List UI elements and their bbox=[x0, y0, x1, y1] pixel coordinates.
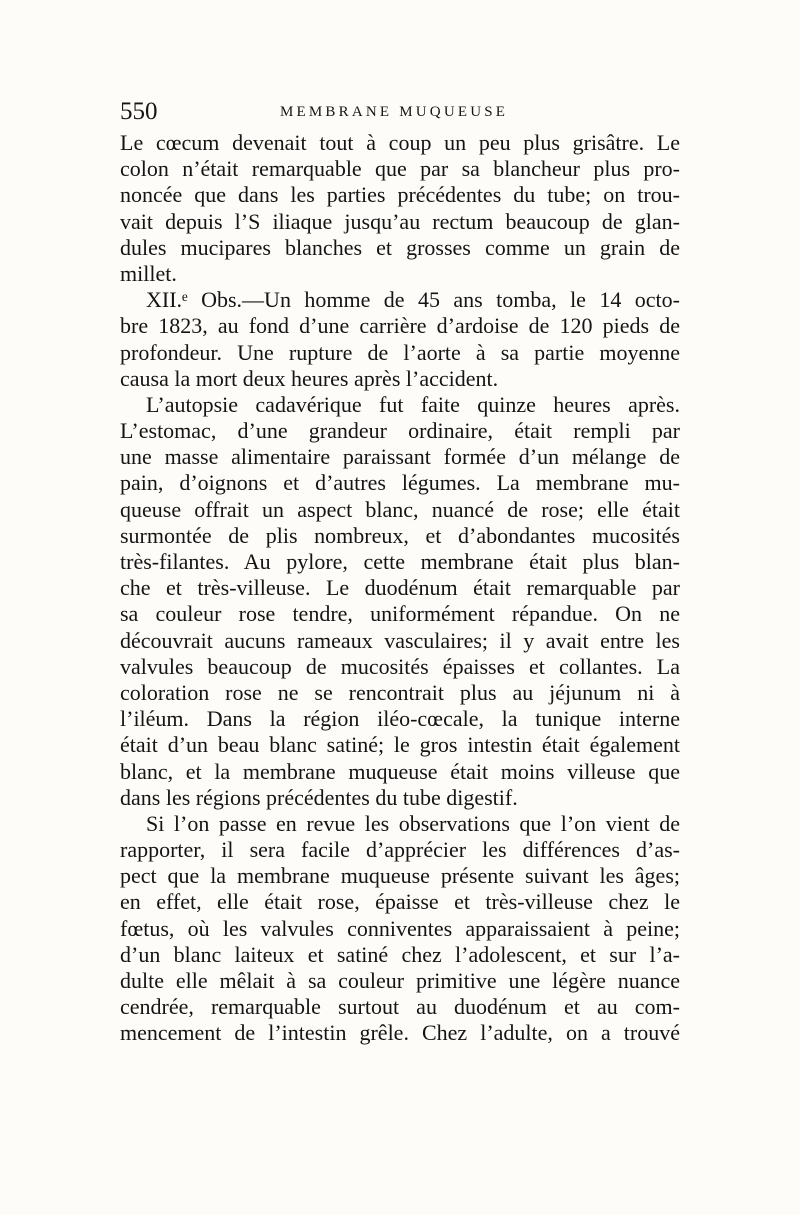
text-line: Si l’on passe en revue les observations que l’on vient de bbox=[146, 810, 680, 836]
text-line: dulte elle mêlait à sa couleur primitive une légère nuance bbox=[120, 968, 680, 993]
text-line: dules mucipares blanches et grosses comme un grain de bbox=[120, 234, 680, 260]
text-line: blanc, et la membrane muqueuse était moins villeuse que bbox=[120, 758, 680, 784]
text-line: découvrait aucuns rameaux vasculaires; il y avait entre les bbox=[120, 627, 680, 653]
text-line: colon n’était remarquable que par sa blancheur plus pro- bbox=[120, 156, 680, 182]
text-line: l’iléum. Dans la région iléo-cœcale, la tunique interne bbox=[120, 706, 680, 732]
text-line: dans les régions précédentes du tube digestif. bbox=[120, 784, 518, 810]
running-head bbox=[120, 95, 680, 129]
text-line: rapporter, il sera facile d’apprécier les différences d’as- bbox=[120, 837, 680, 863]
text-line: cendrée, remarquable surtout au duodénum et au com- bbox=[120, 994, 680, 1020]
body-text bbox=[120, 130, 680, 1047]
text-line: en effet, elle était rose, épaisse et très-villeuse chez le bbox=[120, 889, 680, 915]
text-line: bre 1823, au fond d’une carrière d’ardoise de 120 pieds de bbox=[120, 313, 680, 339]
text-line: valvules beaucoup de mucosités épaisses et collantes. La bbox=[120, 653, 680, 679]
text-line: noncée que dans les parties précédentes du tube; on trou- bbox=[120, 182, 680, 208]
text-line: coloration rose ne se rencontrait plus au jéjunum ni à bbox=[120, 679, 680, 705]
text-line: surmontée de plis nombreux, et d’abondantes mucosités bbox=[120, 522, 680, 548]
text-line: millet. bbox=[120, 260, 177, 286]
text-line: fœtus, où les valvules conniventes apparaissaient à peine; bbox=[120, 915, 680, 941]
observation-heading-line: XII.ᵉ Obs.—Un homme de 45 ans tomba, le 14 octo- bbox=[146, 287, 680, 313]
text-line: profondeur. Une rupture de l’aorte à sa partie moyenne bbox=[120, 339, 680, 365]
text-line: mencement de l’intestin grêle. Chez l’adulte, on a trouvé bbox=[120, 1020, 680, 1046]
text-line: queuse offrait un aspect blanc, nuancé de rose; elle était bbox=[120, 496, 680, 522]
text-line: causa la mort deux heures après l’accident. bbox=[120, 365, 499, 391]
page-number: 550 bbox=[120, 98, 158, 125]
text-line: très-filantes. Au pylore, cette membrane était plus blan- bbox=[120, 549, 680, 574]
text-line: était d’un beau blanc satiné; le gros intestin était également bbox=[120, 732, 680, 758]
text-line: che et très-villeuse. Le duodénum était remarquable par bbox=[120, 575, 680, 601]
text-line: pain, d’oignons et d’autres légumes. La membrane mu- bbox=[120, 470, 680, 496]
running-title: MEMBRANE MUQUEUSE bbox=[280, 104, 509, 120]
text-line: vait depuis l’S iliaque jusqu’au rectum beaucoup de glan- bbox=[120, 208, 680, 234]
text-line: sa couleur rose tendre, uniformément répandue. On ne bbox=[120, 601, 680, 627]
text-line: Le cœcum devenait tout à coup un peu plus grisâtre. Le bbox=[120, 130, 680, 155]
text-line: une masse alimentaire paraissant formée d’un mélange de bbox=[120, 444, 680, 470]
text-line: d’un blanc laiteux et satiné chez l’adolescent, et sur l’a- bbox=[120, 941, 680, 967]
text-line: L’autopsie cadavérique fut faite quinze heures après. bbox=[146, 391, 680, 417]
text-line: pect que la membrane muqueuse présente suivant les âges; bbox=[120, 863, 680, 889]
text-line: L’estomac, d’une grandeur ordinaire, était rempli par bbox=[120, 418, 680, 444]
